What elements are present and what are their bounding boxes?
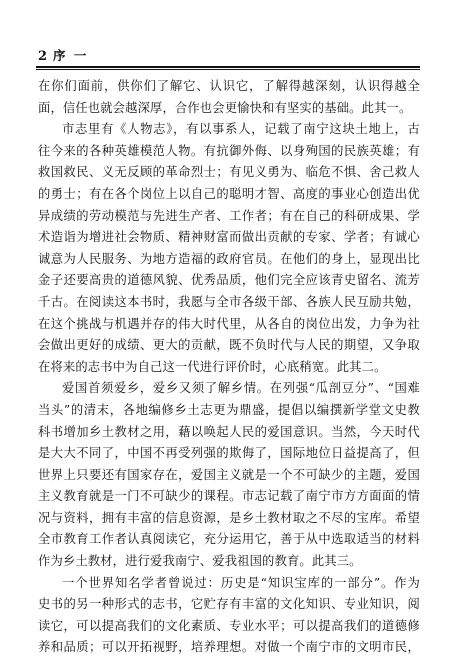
header-rule-thin	[36, 69, 420, 70]
text-line: 面，信任也就会越深厚，合作也会更愉快和有坚实的基础。此其一。	[38, 100, 412, 115]
page-number: 2	[38, 49, 48, 64]
text-line: 全市教育工作者认真阅读它，充分运用它，善于从中选取适当的材料	[38, 532, 420, 547]
text-line: 科书增加乡土教材之用，藉以唤起人民的爱国意识。当然，今天时代	[38, 424, 420, 439]
text-line: 金子还要高贵的道德风貌、优秀品质，他们完全应该青史留名、流芳	[38, 273, 420, 288]
header-rule	[36, 66, 420, 68]
text-line: 在这个挑战与机遇并存的伟大时代里，从各自的岗位出发，力争为社	[38, 316, 420, 331]
text-line: 往今来的各种英雄模范人物。有抗御外侮、以身殉国的民族英雄；有	[38, 143, 420, 158]
text-line: 史书的另一种形式的志书，它贮存有丰富的文化知识、专业知识，阅	[38, 597, 420, 612]
text-line: 爱国首须爱乡，爱乡又须了解乡情。在列强“瓜剖豆分”、“国难	[62, 381, 420, 396]
running-head	[38, 46, 88, 64]
text-line: 养和品质；可以开拓视野，培养理想。对做一个南宁市的文明市民，	[38, 640, 420, 655]
text-line: 主义教育就是一门不可缺少的课程。市志记载了南宁市方方面面的情	[38, 489, 420, 504]
text-line: 在你们面前，供你们了解它、认识它，了解得越深刻，认识得越全	[38, 79, 420, 93]
text-line: 市志里有《人物志》，有以事系人，记载了南宁这块土地上，古	[62, 122, 420, 137]
text-line: 是大大不同了，中国不再受列强的欺侮了，国际地位日益提高了，但	[38, 446, 420, 461]
text-line: 会做出更好的成绩、更大的贡献，既不负时代与人民的期望，又争取	[38, 338, 420, 353]
text-line: 术造诣为增进社会物质、精神财富而做出贡献的专家、学者；有诚心	[38, 230, 420, 245]
text-line: 救国救民、义无反顾的革命烈士；有见义勇为、临危不惧、舍己救人	[38, 165, 420, 180]
text-line: 世界上只要还有国家存在，爱国主义就是一个不可缺少的主题，爱国	[38, 467, 420, 482]
text-line: 异成绩的劳动模范与先进生产者、工作者；有在自己的科研成果、学	[38, 208, 420, 223]
text-line: 一个世界知名学者曾说过：历史是“知识宝库的一部分”。作为	[62, 575, 420, 590]
text-line: 作为乡土教材，进行爱我南宁、爱我祖国的教育。此其三。	[38, 554, 362, 569]
section-title: 序 一	[53, 48, 89, 63]
text-line: 当头”的清末，各地编修乡土志更为鼎盛，提倡以编撰新学堂文史教	[38, 402, 420, 417]
text-line: 在将来的志书中为自己这一代进行评价时，心底稍宽。此其二。	[38, 359, 387, 374]
text-line: 读它，可以提高我们的文化素质、专业水平；可以提高我们的道德修	[38, 618, 420, 633]
text-line: 的勇士；有在各个岗位上以自己的聪明才智、高度的事业心创造出优	[38, 186, 420, 201]
body-text	[38, 76, 420, 659]
text-line: 况与资料，拥有丰富的信息资源，是乡土教材取之不尽的宝库。希望	[38, 510, 420, 525]
text-line: 千古。在阅读这本书时，我愿与全市各级干部、各族人民互励共勉，	[38, 294, 420, 309]
text-line: 诚意为人民服务、为地方造福的政府官员。在他们的身上，显现出比	[38, 251, 420, 266]
